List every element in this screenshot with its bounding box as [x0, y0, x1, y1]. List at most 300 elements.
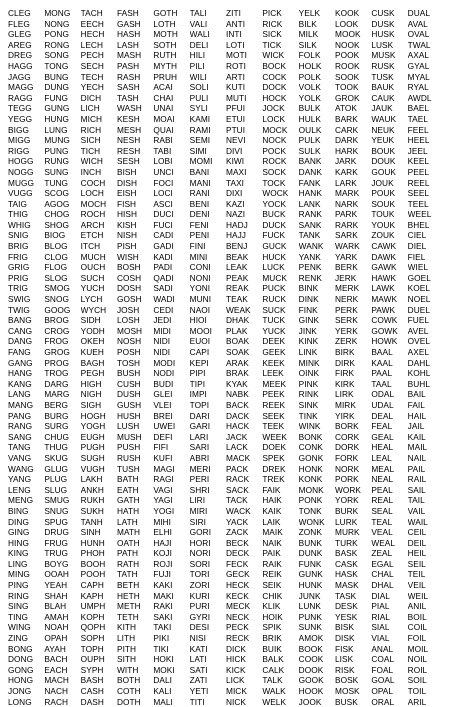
word-cell: KAPH: [80, 590, 104, 601]
word-cell: AMOK: [298, 633, 324, 644]
word-cell: BANI: [189, 166, 210, 177]
word-cell: FEAL: [371, 421, 393, 432]
word-cell: KLIK: [262, 601, 281, 612]
word-cell: NOGG: [8, 166, 34, 177]
word-cell: TAIL: [407, 495, 425, 506]
word-cell: MALI: [153, 696, 173, 707]
word-cell: LIRK: [334, 389, 354, 400]
word-cell: REEL: [407, 177, 430, 188]
word-cell: SOCK: [262, 166, 287, 177]
word-cell: MANI: [189, 177, 211, 188]
word-cell: RANG: [8, 421, 33, 432]
word-cell: SHOG: [44, 219, 69, 230]
word-cell: AVEL: [407, 325, 429, 336]
word-cell: POLK: [298, 71, 321, 82]
word-cell: DARG: [44, 378, 69, 389]
word-cell: PILI: [189, 60, 205, 71]
word-cell: DUEL: [407, 304, 430, 315]
word-cell: OVEL: [407, 336, 430, 347]
word-cell: MUSK: [371, 50, 396, 61]
word-cell: YAGI: [153, 495, 173, 506]
word-cell: COOK: [298, 654, 324, 665]
word-cell: HULK: [298, 113, 321, 124]
word-cell: TWAL: [407, 39, 431, 50]
word-cell: DHAL: [371, 580, 394, 591]
word-cell: AXAL: [407, 50, 430, 61]
word-cell: MAKI: [153, 590, 174, 601]
word-cell: MONG: [44, 8, 71, 18]
word-cell: BRIK: [262, 633, 282, 644]
word-cell: WANK: [298, 241, 324, 252]
word-cell: BACK: [225, 399, 249, 410]
word-cell: HILI: [189, 50, 206, 61]
word-cell: YANK: [298, 251, 321, 262]
word-cell: JERK: [334, 272, 357, 283]
word-cell: DUAL: [407, 8, 430, 18]
word-cell: KAKI: [153, 580, 173, 591]
word-cell: MODI: [153, 357, 176, 368]
word-cell: SEIL: [407, 558, 426, 569]
word-cell: CIEL: [407, 230, 427, 241]
word-cell: SEAL: [371, 505, 393, 516]
word-cell: HECK: [225, 580, 250, 591]
word-cell: LASH: [116, 39, 139, 50]
word-cell: WAUK: [371, 113, 397, 124]
word-cell: MOKI: [153, 664, 175, 675]
word-cell: FEEL: [407, 124, 429, 135]
word-cell: MUGG: [8, 177, 35, 188]
word-cell: SAIL: [407, 484, 426, 495]
word-cell: PFUI: [225, 103, 246, 114]
word-cell: BORK: [334, 421, 359, 432]
word-cell: EECH: [80, 18, 104, 29]
word-cell: YORK: [334, 495, 359, 506]
word-cell: FRIG: [8, 251, 29, 262]
word-cell: BONG: [8, 643, 33, 654]
word-cell: BULK: [298, 103, 321, 114]
word-cell: ARIL: [407, 696, 427, 707]
word-cell: QUAI: [153, 124, 174, 135]
word-cell: TEEK: [262, 421, 285, 432]
word-cell: TWIG: [8, 304, 30, 315]
word-cell: BOCK: [262, 60, 287, 71]
word-cell: GOOG: [44, 304, 71, 315]
word-cell: ORAL: [371, 696, 395, 707]
word-cell: LINK: [298, 347, 318, 357]
word-cell: DUSK: [371, 18, 395, 29]
word-cell: MAGI: [153, 463, 175, 474]
word-cell: MOCK: [262, 124, 288, 135]
word-cell: DAHL: [407, 357, 430, 368]
word-cell: WEEL: [407, 209, 432, 220]
word-cell: HUNG: [44, 113, 69, 124]
word-cell: CEIL: [407, 527, 427, 538]
word-cell: RING: [8, 590, 29, 601]
word-cell: PEEK: [262, 389, 285, 400]
word-cell: HEIL: [407, 548, 427, 559]
word-cell: YODH: [80, 325, 105, 336]
word-cell: BIGG: [8, 124, 29, 135]
word-cell: SMOG: [44, 283, 70, 294]
word-cell: NOEL: [407, 294, 431, 305]
word-cell: POOH: [80, 569, 106, 580]
word-cell: MOAI: [153, 113, 175, 124]
word-cell: MOTI: [225, 50, 247, 61]
word-cell: FRUG: [44, 537, 69, 548]
word-cell: SITH: [116, 654, 137, 665]
word-cell: PONG: [44, 29, 69, 40]
word-cell: PUCK: [262, 283, 286, 294]
word-cell: RARK: [334, 219, 359, 230]
word-cell: ITCH: [80, 241, 101, 252]
word-cell: KYAK: [225, 378, 248, 389]
word-cell: BARK: [334, 113, 358, 124]
word-cell: YEGG: [8, 113, 33, 124]
word-cell: ZORI: [189, 580, 210, 591]
word-cell: OULK: [298, 124, 322, 135]
word-cell: RAIK: [262, 558, 282, 569]
word-cell: WEEK: [262, 431, 287, 442]
word-cell: MESH: [116, 124, 142, 135]
word-cell: LAWK: [371, 283, 395, 294]
word-cell: LARI: [189, 431, 209, 442]
word-cell: DESK: [334, 601, 358, 612]
word-cell: BENJ: [225, 241, 248, 252]
word-cell: DOOK: [298, 664, 324, 675]
word-cell: LOCI: [153, 188, 173, 199]
word-cell: PARK: [334, 209, 358, 220]
word-cell: PAWK: [371, 304, 396, 315]
word-cell: HAIK: [262, 495, 282, 506]
word-cell: WONK: [298, 516, 325, 527]
word-cell: SUCK: [262, 304, 286, 315]
word-cell: ARAK: [225, 357, 249, 368]
word-cell: FUEL: [407, 315, 430, 326]
word-cell: MACH: [44, 675, 69, 686]
word-cell: UMPH: [80, 601, 106, 612]
word-cell: WEAK: [225, 304, 251, 315]
word-cell: LATH: [116, 516, 138, 527]
word-cell: BUNG: [44, 71, 69, 82]
word-cell: PICK: [262, 8, 282, 18]
word-cell: VAIL: [407, 505, 426, 516]
word-cell: NIDI: [153, 336, 171, 347]
word-cell: BANG: [8, 315, 32, 326]
word-cell: TOCK: [262, 177, 286, 188]
word-cell: PUNK: [298, 611, 322, 622]
word-cell: BOTH: [116, 675, 141, 686]
word-cell: ABRI: [189, 452, 210, 463]
word-cell: ETUI: [225, 113, 246, 124]
word-cell: YARK: [334, 251, 358, 262]
word-cell: KOJI: [153, 548, 172, 559]
word-cell: HARK: [334, 145, 359, 156]
word-cell: BING: [8, 505, 29, 516]
word-cell: TANG: [8, 442, 31, 453]
word-cell: DALI: [153, 675, 172, 686]
word-cell: HOCK: [262, 92, 287, 103]
word-cell: PISH: [116, 241, 137, 252]
word-cell: LOOK: [334, 18, 359, 29]
word-cell: GOAL: [371, 675, 395, 686]
word-cell: NODI: [153, 368, 175, 379]
word-cell: SHAH: [44, 590, 68, 601]
word-cell: HAGG: [8, 60, 33, 71]
word-cell: KITH: [116, 622, 137, 633]
word-cell: TAKI: [153, 622, 172, 633]
word-cell: WANG: [8, 463, 34, 474]
word-cell: YEAH: [44, 580, 68, 591]
word-cell: RABI: [153, 135, 173, 146]
word-cell: FENI: [189, 219, 209, 230]
word-cell: MACK: [225, 452, 251, 463]
word-cell: EATH: [116, 484, 139, 495]
word-cell: CANG: [8, 325, 33, 336]
word-cell: WELK: [262, 696, 287, 707]
word-cell: HIGH: [80, 378, 102, 389]
word-cell: HOKI: [153, 654, 174, 665]
word-cell: HUSH: [116, 410, 141, 421]
word-cell: DAWK: [371, 251, 397, 262]
word-cell: JOCK: [262, 103, 285, 114]
word-cell: SHRI: [189, 484, 210, 495]
word-cell: LURK: [334, 516, 358, 527]
word-cell: RACH: [44, 696, 69, 707]
word-cell: WICH: [80, 156, 103, 167]
word-cell: LUSK: [371, 39, 394, 50]
word-cell: TOSH: [116, 357, 141, 368]
word-cell: FUNG: [44, 92, 69, 103]
word-cell: DESI: [189, 622, 210, 633]
word-cell: WALI: [189, 29, 210, 40]
word-cell: NOOK: [334, 39, 360, 50]
word-cell: NECK: [225, 611, 250, 622]
word-cell: DELI: [189, 39, 209, 50]
word-cell: RAKI: [153, 601, 173, 612]
word-cell: AYAH: [44, 643, 66, 654]
word-cell: SIMI: [189, 145, 207, 156]
word-cell: BOOH: [80, 558, 106, 569]
word-cell: LUNK: [298, 601, 321, 612]
word-cell: HISH: [116, 209, 138, 220]
word-cell: DISH: [116, 177, 138, 188]
word-cell: WEAL: [371, 537, 396, 548]
word-cell: DASH: [80, 696, 104, 707]
word-cell: SUGH: [80, 452, 105, 463]
word-cell: RASH: [116, 71, 141, 82]
word-cell: HOOK: [298, 686, 324, 696]
word-cell: DHAK: [225, 315, 250, 326]
word-cell: MING: [8, 569, 30, 580]
word-cell: TAEL: [407, 113, 428, 124]
word-cell: GOUK: [371, 166, 396, 177]
word-cell: NICK: [225, 696, 247, 707]
word-cell: GUNG: [44, 103, 70, 114]
word-cell: BOSH: [116, 262, 141, 273]
word-cell: WYCH: [80, 304, 107, 315]
word-cell: TUSH: [116, 463, 140, 474]
word-cell: TUSK: [371, 71, 394, 82]
word-cell: VANG: [8, 452, 32, 463]
word-cell: REIK: [262, 569, 282, 580]
word-cell: POSH: [116, 347, 141, 357]
word-cell: MECK: [225, 601, 251, 612]
word-cell: MINK: [298, 357, 320, 368]
word-cell: RAIL: [407, 474, 427, 485]
word-cell: HUCK: [262, 251, 287, 262]
word-cell: IMPI: [189, 389, 207, 400]
word-cell: EUOI: [189, 336, 211, 347]
word-cell: CAWK: [371, 241, 397, 252]
word-cell: MYAL: [407, 71, 430, 82]
word-cell: KUEH: [80, 347, 104, 357]
word-cell: PING: [8, 580, 29, 591]
word-cell: WICK: [262, 50, 285, 61]
word-cell: BURK: [334, 505, 359, 516]
word-cell: HAJI: [153, 537, 172, 548]
word-cell: DIXI: [225, 188, 243, 199]
word-cell: EACH: [44, 664, 68, 675]
word-cell: SEMI: [189, 135, 211, 146]
word-cell: LUCK: [262, 262, 285, 273]
word-cell: AXEL: [407, 347, 430, 357]
word-cell: METH: [116, 601, 141, 612]
word-cell: CLOG: [44, 251, 69, 262]
word-cell: SUNK: [298, 622, 322, 633]
word-cell: KANG: [8, 378, 32, 389]
word-cell: CAPH: [80, 580, 104, 591]
word-cell: ROJI: [153, 558, 173, 569]
word-cell: MEEK: [262, 378, 287, 389]
word-cell: AGOG: [44, 198, 70, 209]
word-cell: PEAL: [371, 484, 393, 495]
word-cell: OPAH: [44, 633, 68, 644]
word-cell: KING: [8, 548, 29, 559]
word-cell: FOIL: [407, 633, 427, 644]
word-cell: HAIL: [407, 410, 427, 421]
word-cell: DARI: [189, 410, 210, 421]
word-cell: LANK: [298, 198, 321, 209]
word-cell: COAL: [371, 654, 395, 665]
word-cell: PRIG: [8, 272, 29, 283]
word-cell: LOSH: [116, 315, 140, 326]
word-cell: UWEI: [153, 421, 176, 432]
word-cell: GOOK: [298, 675, 324, 686]
word-cell: RUNG: [44, 156, 69, 167]
word-cell: WAIL: [407, 516, 428, 527]
word-cell: MUNG: [44, 135, 70, 146]
word-cell: MIDI: [153, 325, 172, 336]
word-cell: ZACK: [225, 527, 249, 538]
word-cell: LUNG: [44, 124, 68, 135]
word-cell: SCOG: [44, 188, 69, 199]
word-cell: SOOK: [334, 71, 360, 82]
word-cell: HOIK: [262, 611, 283, 622]
word-cell: OPAL: [371, 686, 394, 696]
word-cell: FUNK: [298, 558, 322, 569]
word-cell: DUCK: [262, 219, 287, 230]
word-cell: TASK: [334, 590, 357, 601]
word-cell: DOTH: [116, 696, 141, 707]
word-cell: JAIL: [407, 421, 425, 432]
word-cell: JONG: [8, 686, 32, 696]
word-cell: TUNG: [44, 177, 69, 188]
word-cell: GLEG: [8, 29, 32, 40]
word-cell: SINK: [298, 399, 319, 410]
word-cell: HATH: [116, 505, 140, 516]
word-cell: ROIL: [407, 664, 428, 675]
word-cell: NISH: [116, 230, 138, 241]
word-cell: GING: [8, 527, 30, 538]
word-cell: SUKH: [80, 505, 104, 516]
word-cell: CUSH: [116, 378, 141, 389]
word-cell: ANKH: [80, 484, 104, 495]
word-cell: HORI: [189, 537, 211, 548]
word-cell: MUNI: [189, 294, 212, 305]
word-cell: SONG: [44, 50, 69, 61]
word-cell: NAZI: [225, 209, 246, 220]
word-cell: DEFI: [153, 431, 173, 442]
word-cell: JARK: [334, 156, 357, 167]
word-cell: HASH: [116, 29, 141, 40]
word-cell: FLEG: [8, 18, 30, 29]
word-cell: SECH: [80, 60, 104, 71]
word-cell: TRUG: [44, 548, 69, 559]
word-cell: BLAH: [44, 601, 67, 612]
word-cell: PLUG: [44, 474, 68, 485]
word-cell: LEAL: [371, 452, 392, 463]
word-cell: RAGG: [8, 92, 33, 103]
word-cell: ANTI: [225, 18, 246, 29]
word-cell: SEIK: [262, 580, 282, 591]
word-cell: BIRK: [334, 347, 355, 357]
word-cell: BETH: [116, 580, 140, 591]
word-cell: CALK: [262, 664, 285, 675]
word-cell: PHOH: [80, 548, 105, 559]
word-cell: RAGI: [153, 474, 174, 485]
word-cell: CHAI: [153, 92, 174, 103]
word-cell: LITH: [116, 633, 136, 644]
word-cell: KURI: [189, 590, 210, 601]
word-cell: MONK: [298, 484, 324, 495]
word-cell: BAGH: [80, 357, 105, 368]
word-cell: KEEL: [407, 156, 430, 167]
word-cell: NONI: [189, 272, 211, 283]
word-cell: KADI: [153, 251, 173, 262]
word-cell: OKEH: [80, 336, 105, 347]
word-cell: RACK: [225, 474, 250, 485]
word-cell: GOTH: [153, 8, 178, 18]
word-cell: TICH: [80, 145, 101, 156]
word-cell: TREK: [262, 474, 285, 485]
word-cell: TEIL: [407, 569, 426, 580]
word-cell: THIG: [8, 209, 29, 220]
word-cell: UDAL: [371, 399, 394, 410]
word-cell: BOAK: [225, 336, 250, 347]
word-cell: DISK: [334, 633, 355, 644]
word-cell: WISH: [116, 251, 139, 262]
word-cell: DEIL: [407, 537, 427, 548]
word-cell: LOBI: [153, 156, 173, 167]
word-cell: CEDI: [153, 304, 174, 315]
word-cell: DOUK: [371, 156, 396, 167]
word-cell: DICK: [225, 643, 247, 654]
word-cell: KAAL: [371, 357, 393, 368]
word-cell: LIRI: [189, 495, 206, 506]
word-cell: DUNK: [298, 548, 323, 559]
word-cell: NORK: [334, 463, 360, 474]
word-cell: GONK: [298, 452, 324, 463]
